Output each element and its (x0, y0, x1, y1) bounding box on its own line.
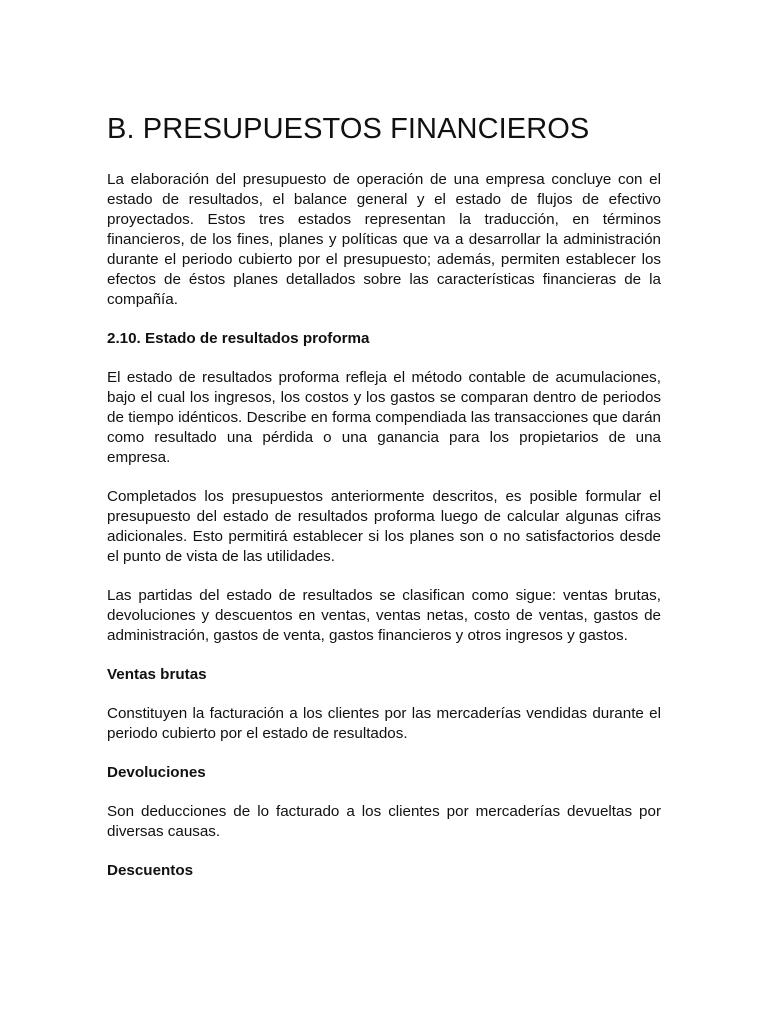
section-heading-ventas-brutas: Ventas brutas (107, 666, 207, 683)
document-title: B. PRESUPUESTOS FINANCIEROS (107, 113, 590, 145)
section-heading-descuentos: Descuentos (107, 862, 194, 879)
document-page (107, 112, 661, 900)
estado-resultados-paragraph-3: Las partidas del estado de resultados se clasifican como sigue: ventas brutas, devoluciones y descuentos en ventas, ventas netas, costo de ventas, gastos de administración, gastos de venta, gastos financieros y otros ingresos y gastos. (107, 587, 661, 644)
ventas-brutas-paragraph: Constituyen la facturación a los clientes por las mercaderías vendidas durante el periodo cubierto por el estado de resultados. (107, 705, 661, 742)
estado-resultados-paragraph-2: Completados los presupuestos anteriormente descritos, es posible formular el presupuesto del estado de resultados proforma luego de calcular algunas cifras adicionales. Esto permitirá establecer si los planes son o no satisfactorios desde el punto de vista de las utilidades. (107, 488, 661, 565)
section-heading-estado-resultados: 2.10. Estado de resultados proforma (107, 330, 370, 347)
intro-paragraph: La elaboración del presupuesto de operación de una empresa concluye con el estado de resultados, el balance general y el estado de flujos de efectivo proyectados. Estos tres estados representan la traducción, en términos financieros, de los fines, planes y políticas que va a desarrollar la administración durante el periodo cubierto por el presupuesto; además, permiten establecer los efectos de éstos planes detallados sobre las características financieras de la compañía. (107, 171, 661, 308)
estado-resultados-paragraph-1: El estado de resultados proforma refleja el método contable de acumulaciones, bajo el cual los ingresos, los costos y los gastos se comparan dentro de periodos de tiempo idénticos. Describe en forma compendiada las transacciones que darán como resultado una pérdida o una ganancia para los propietarios de una empresa. (107, 369, 661, 466)
section-heading-devoluciones: Devoluciones (107, 764, 206, 781)
devoluciones-paragraph: Son deducciones de lo facturado a los clientes por mercaderías devueltas por diversas causas. (107, 803, 661, 840)
